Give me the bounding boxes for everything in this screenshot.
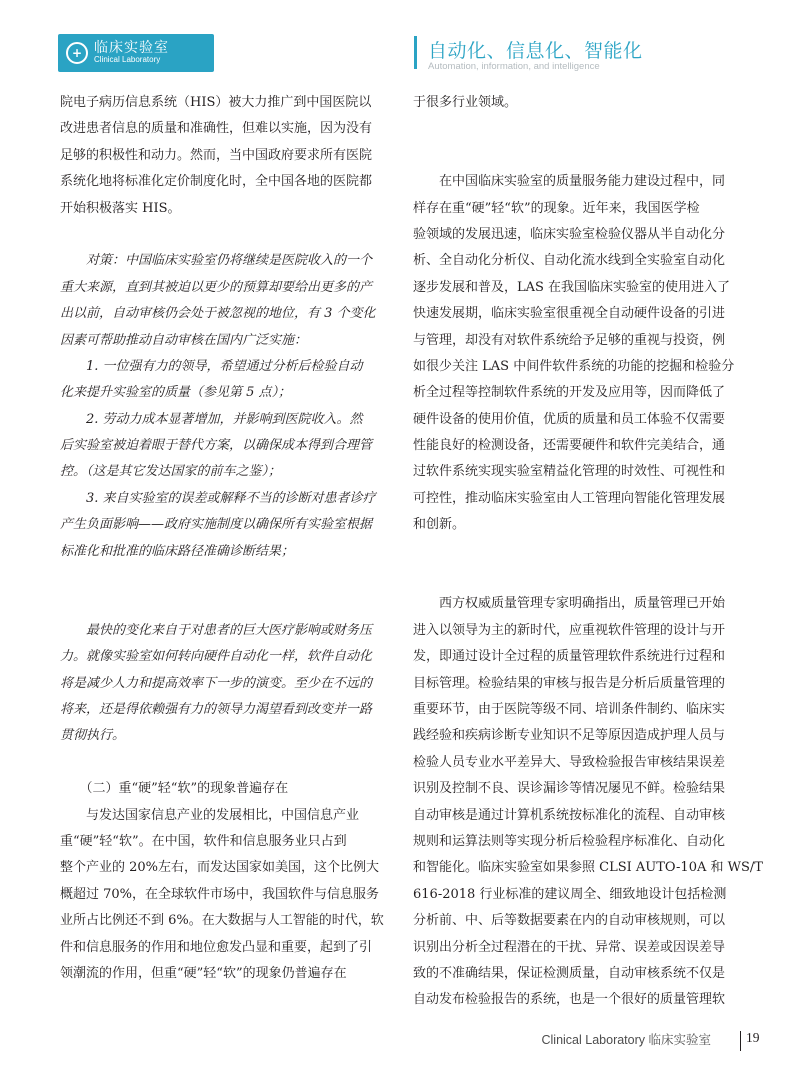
- text-line: 样存在重“硬”轻“软”的现象。近年来，我国医学检: [413, 200, 700, 216]
- footer-journal-name: Clinical Laboratory 临床实验室: [541, 1033, 711, 1047]
- footer-divider: [740, 1031, 741, 1051]
- text-line: 件和信息服务的作用和地位愈发凸显和重要，起到了引: [60, 939, 373, 955]
- text-line: 后实验室被迫着眼于替代方案，以确保成本得到合理管: [60, 438, 373, 454]
- text-line: 践经验和疾病诊断专业知识不足等原因造成护理人员与: [413, 728, 726, 744]
- text-line: 业所占比例还不到 6%。在大数据与人工智能的时代，软: [60, 913, 384, 929]
- text-line: 对策：中国临床实验室仍将继续是医院收入的一个: [60, 253, 373, 269]
- text-line: [413, 143, 745, 169]
- text-line: 将来，还是得依赖强有力的领导力渴望看到改变并一路: [60, 701, 373, 717]
- text-line: 领潮流的作用，但重“硬”轻“软”的现象仍普遍存在: [60, 965, 347, 981]
- text-line: 过软件系统实现实验室精益化管理的时效性、可视性和: [413, 464, 726, 480]
- text-line: [60, 222, 390, 248]
- section-title: 自动化、信息化、智能化: [428, 40, 643, 62]
- text-line: 规则和运算法则等实现分析后检验程序标准化、自动化: [413, 833, 726, 849]
- text-line: 改进患者信息的质量和准确性，但难以实施，因为没有: [60, 121, 373, 137]
- text-line: 目标管理。检验结果的审核与报告是分析后质量管理的: [413, 675, 726, 691]
- logo-text: [94, 41, 169, 64]
- text-line: 逐步发展和普及，LAS 在我国临床实验室的使用进入了: [413, 279, 731, 295]
- text-line: 可控性，推动临床实验室由人工管理向智能化管理发展: [413, 490, 726, 506]
- text-line: 概超过 70%，在全球软件市场中，我国软件与信息服务: [60, 886, 380, 902]
- text-line: 快速发展期，临床实验室很重视全自动硬件设备的引进: [413, 306, 726, 322]
- text-line: 化来提升实验室的质量（参见第 5 点）；: [60, 385, 292, 401]
- logo-chinese-name: 临床实验室: [94, 40, 169, 57]
- right-text-column: [413, 90, 763, 1014]
- text-line: 控。（这是其它发达国家的前车之鉴）；: [60, 464, 282, 480]
- text-line: 力。就像实验室如何转向硬件自动化一样，软件自动化: [60, 649, 373, 665]
- text-line: 识别出分析全过程潜在的干扰、异常、误差或因误差导: [413, 939, 726, 955]
- logo-english-name: Clinical Laboratory: [94, 55, 161, 65]
- text-line: 自动发布检验报告的系统，也是一个很好的质量管理软: [413, 992, 726, 1008]
- text-line: 重大来源，直到其被迫以更少的预算却要给出更多的产: [60, 279, 373, 295]
- text-line: （二）重“硬”轻“软”的现象普遍存在: [60, 781, 289, 797]
- text-line: 标准化和批准的临床路径准确诊断结果；: [60, 543, 295, 559]
- page-number: 19: [746, 1030, 760, 1045]
- text-line: 分析前、中、后等数据要素在内的自动审核规则，可以: [413, 913, 726, 929]
- text-line: 发，即通过设计全过程的质量管理软件系统进行过程和: [413, 649, 726, 665]
- text-line: 检验人员专业水平差异大、导致检验报告审核结果误差: [413, 754, 726, 770]
- text-line: [413, 565, 745, 591]
- text-line: 和创新。: [413, 517, 466, 533]
- text-line: 因素可帮助推动自动审核在国内广泛实施：: [60, 332, 308, 348]
- text-line: 2. 劳动力成本显著增加，并影响到医院收入。然: [60, 411, 363, 427]
- text-line: 性能良好的检测设备，还需要硬件和软件完美结合，通: [413, 438, 726, 454]
- text-line: 重要环节，由于医院等级不同、培训条件制约、临床实: [413, 701, 726, 717]
- text-line: 足够的积极性和动力。然而，当中国政府要求所有医院: [60, 147, 373, 163]
- text-line: 致的不准确结果，保证检测质量，自动审核系统不仅是: [413, 965, 726, 981]
- text-line: 于很多行业领域。: [413, 95, 518, 110]
- text-line: 识别及控制不良、误诊漏诊等情况屡见不鲜。检验结果: [413, 781, 726, 797]
- text-line: 产生负面影响——政府实施制度以确保所有实验室根据: [60, 517, 373, 533]
- text-line: 3. 来自实验室的误差或解释不当的诊断对患者诊疗: [60, 490, 376, 506]
- text-line: 析、全自动化分析仪、自动化流水线到全实验室自动化: [413, 253, 726, 269]
- text-line: 最快的变化来自于对患者的巨大医疗影响或财务压: [60, 622, 373, 638]
- cross-logo-icon: +: [66, 42, 88, 64]
- text-line: 与发达国家信息产业的发展相比，中国信息产业: [60, 807, 360, 823]
- text-line: [60, 591, 390, 617]
- text-line: 和智能化。临床实验室如果参照 CLSI AUTO-10A 和 WS/T: [413, 860, 763, 876]
- left-text-column: [60, 90, 390, 987]
- journal-logo: [58, 34, 214, 72]
- text-line: 在中国临床实验室的质量服务能力建设过程中，同: [413, 174, 726, 190]
- text-line: 重“硬”轻“软”。在中国，软件和信息服务业只占到: [60, 833, 347, 849]
- text-line: 西方权威质量管理专家明确指出，质量管理已开始: [413, 596, 726, 612]
- text-line: [413, 116, 745, 142]
- section-accent-bar: [414, 36, 417, 69]
- text-line: [60, 750, 390, 776]
- text-line: 进入以领导为主的新时代，应重视软件管理的设计与开: [413, 622, 726, 638]
- text-line: [60, 565, 390, 591]
- section-subtitle: Automation, information, and intelligence: [428, 61, 600, 72]
- text-line: 如很少关注 LAS 中间件软件系统的功能的挖掘和检验分: [413, 358, 735, 374]
- text-line: 616-2018 行业标准的建议周全、细致地设计包括检测: [413, 886, 727, 902]
- text-line: 析全过程等控制软件系统的开发及应用等，因而降低了: [413, 385, 726, 401]
- text-line: [413, 539, 745, 565]
- text-line: 自动审核是通过计算机系统按标准化的流程、自动审核: [413, 807, 726, 823]
- text-line: 出以前，自动审核仍会处于被忽视的地位，有 3 个变化: [60, 306, 376, 322]
- text-line: 验领域的发展迅速，临床实验室检验仪器从半自动化分: [413, 226, 726, 242]
- text-line: 将是减少人力和提高效率下一步的演变。至少在不远的: [60, 675, 373, 691]
- text-line: 与管理，却没有对软件系统给予足够的重视与投资，例: [413, 332, 726, 348]
- text-line: 硬件设备的使用价值，优质的质量和员工体验不仅需要: [413, 411, 726, 427]
- text-line: 1. 一位强有力的领导，希望通过分析后检验自动: [60, 358, 363, 374]
- text-line: 系统化地将标准化定价制度化时，全中国各地的医院都: [60, 174, 373, 190]
- text-line: 院电子病历信息系统（HIS）被大力推广到中国医院以: [60, 95, 372, 110]
- text-line: 整个产业的 20%左右，而发达国家如美国，这个比例大: [60, 860, 380, 876]
- text-line: 贯彻执行。: [60, 728, 126, 744]
- text-line: 开始积极落实 HIS。: [60, 200, 181, 216]
